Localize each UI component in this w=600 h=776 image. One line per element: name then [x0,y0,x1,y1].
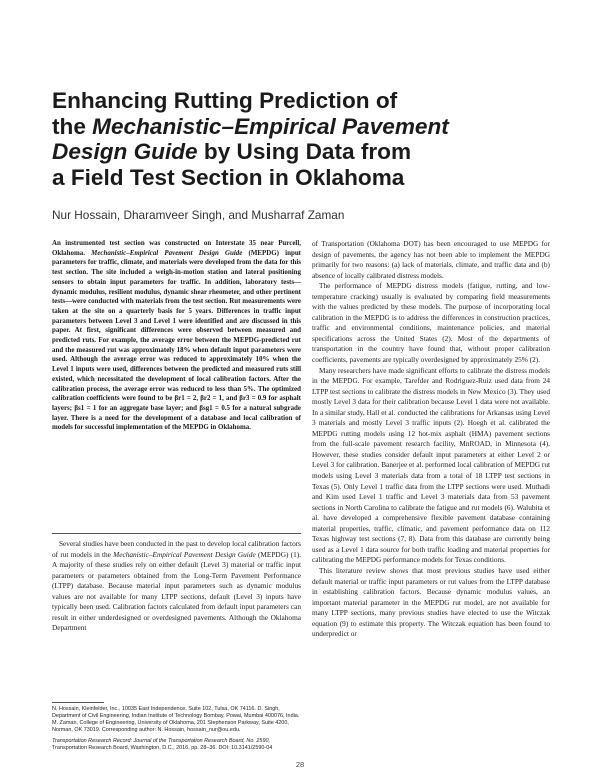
title-line-1: Enhancing Rutting Prediction of [52,88,398,113]
abstract-text: An instrumented test section was constructed on Interstate 35 near Purcell, Oklahoma. Mechanistic–Empirical Pavement Design Guide (MEPDG) input parameters for traffic, climate, and materials were developed from the data for this test section. The site included a weigh-in-motion station and lateral positioning sensors to obtain input parameters for traffic. In addition, laboratory tests—dynamic modulus, resilient modulus, dynamic shear rheometer, and other pertinent tests—were conducted with materials from the test section. Rut measurements were taken at the site on a quarterly basis for 5 years. Differences in traffic input parameters between Level 3 and Level 1 were identified and are discussed in this paper. At first, significant differences were observed between measured and predicted ruts. For example, the average error between the MEPDG-predicted rut and the measured rut was approximately 18% when default input parameters were used. Although the average error was reduced to approximately 10% when the Level 1 inputs were used, differences between the predicted and measured ruts still existed, which necessitated the development of local calibration factors. After the calibration process, the average error was reduced to less than 5%. The optimized calibration coefficients were found to be βr1 = 2, βr2 = 1, and βr3 = 0.9 for asphalt layers; βs1 = 1 for an aggregate base layer; and βsg1 = 0.5 for a natural subgrade layer. There is a need for the development of a database and local calibration of models for successful implementation of the MEPDG in Oklahoma. [52,239,301,432]
paper-title [52,88,552,190]
right-column-body [312,239,550,640]
title-italic-2: Design Guide [52,139,198,164]
left-column-body [52,539,301,634]
footnote-divider [52,702,104,703]
abstract [52,239,301,433]
author-affiliations: N. Hossain, Kleinfelder, Inc., 10035 East Independence, Suite 102, Tulsa, OK 74116. D. Singh, Department of Civil Engineering, Indian Institute of Technology Bombay, Powai, Mumbai 400076, India. M. Zaman, College of Engineering, University of Oklahoma, 201 Stephenson Parkway, Suite 4200, Norman, OK 73019. Corresponding author: N. Hossain, hossain_nur@ou.edu. [52,706,300,734]
author-list: Nur Hossain, Dharamveer Singh, and Musharraf Zaman [52,208,345,222]
title-line-4: a Field Test Section in Oklahoma [52,164,405,190]
journal-citation: Transportation Research Record: Journal of the Transportation Research Board, No. 2590, Transportation Research Board, Washington, D.C., 2016, pp. 28–36. DOI: 10.3141/2590-04 [52,738,273,752]
intro-paragraph-1: Several studies have been conducted in the past to develop local calibration factors of rut models in the Mechanistic–Empirical Pavement Design Guide (MEPDG) (1). A majority of these studies rely on either default (Level 3) material or traffic input parameters or parameters obtained from the Long-Term Pavement Performance (LTPP) database. Because material input parameters such as dynamic modulus values are not available for many LTPP sections, default (Level 3) inputs have typically been used. Calibration factors calculated from default input parameters can result in either underdesigned or overdesigned pavements. Although the Oklahoma Department [52,539,301,633]
title-line-3: Design Guide by Using Data from [52,139,412,164]
right-paragraph-2: The performance of MEPDG distress models (fatigue, rutting, and low-temperature cracking) usually is evaluated by comparing field measurements with the values predicted by these models. The purpose of incorporating local calibration in the MEPDG is to address the differences in construction practices, traffic and environmental conditions, maintenance policies, and material specifications across the United States (2). Most of the departments of transportation in the country have found that, without proper calibration coefficients, pavements are typically overdesigned by approximately 25% (2). [312,281,550,365]
right-paragraph-4: This literature review shows that most previous studies have used either default material or traffic input parameters or rut values from the LTPP database in establishing calibration factors. Because dynamic modulus values, an important material parameter in the MEPDG rut model, are not available for many LTPP sections, many previous studies have elected to use the Witczak equation (9) to estimate this property. The Witczak equation has been found to underpredict or [312,565,550,639]
title-italic-1: Mechanistic–Empirical Pavement [92,113,449,139]
right-paragraph-1: of Transportation (Oklahoma DOT) has been encouraged to use MEPDG for design of pavements, the agency has not been able to implement the MEPDG primarily for two reasons: (a) lack of materials, climate, and traffic data and (b) absence of locally calibrated distress models. [312,239,550,280]
page-number: 28 [295,760,305,769]
abstract-divider [52,533,301,534]
right-paragraph-3: Many researchers have made significant efforts to calibrate the distress models in the MEPDG. For example, Tarefder and Rodriguez-Ruiz used data from 24 LTPP test sections to calibrate the distress models in New Mexico (3). They used mostly Level 3 data for their calibration because Level 1 data were not available. In a similar study, Hall et al. conducted the calibrations for Arkansas using Level 3 materials and mostly Level 3 traffic inputs (2). Hoegh et al. calibrated the MEPDG rutting models using 12 hot-mix asphalt (HMA) pavement sections from the full-scale pavement research facility, MnROAD, in Minnesota (4). However, these studies consider default input parameters at either Level 2 or Level 3 for calibration. Banerjee et al. performed local calibration of MEPDG rut models using Level 3 materials data from a total of 18 LTPP test sections in Texas (5). Only Level 1 traffic data from the LTPP sections were used. Muthadi and Kim used Level 1 traffic and Level 3 materials data from 53 pavement sections in North Carolina to calibrate the fatigue and rut models (6). Walubita et al. have developed a comprehensive flexible pavement database containing material properties, traffic, climatic, and pavement performance data on 112 Texas highway test sections (7, 8). Data from this database are currently being used as a Level 1 data source for both traffic loading and material properties for calibrating the MEPDG performance models for Texas conditions. [312,365,550,565]
title-line-2: the Mechanistic–Empirical Pavement [52,113,449,139]
footnote [52,706,302,757]
